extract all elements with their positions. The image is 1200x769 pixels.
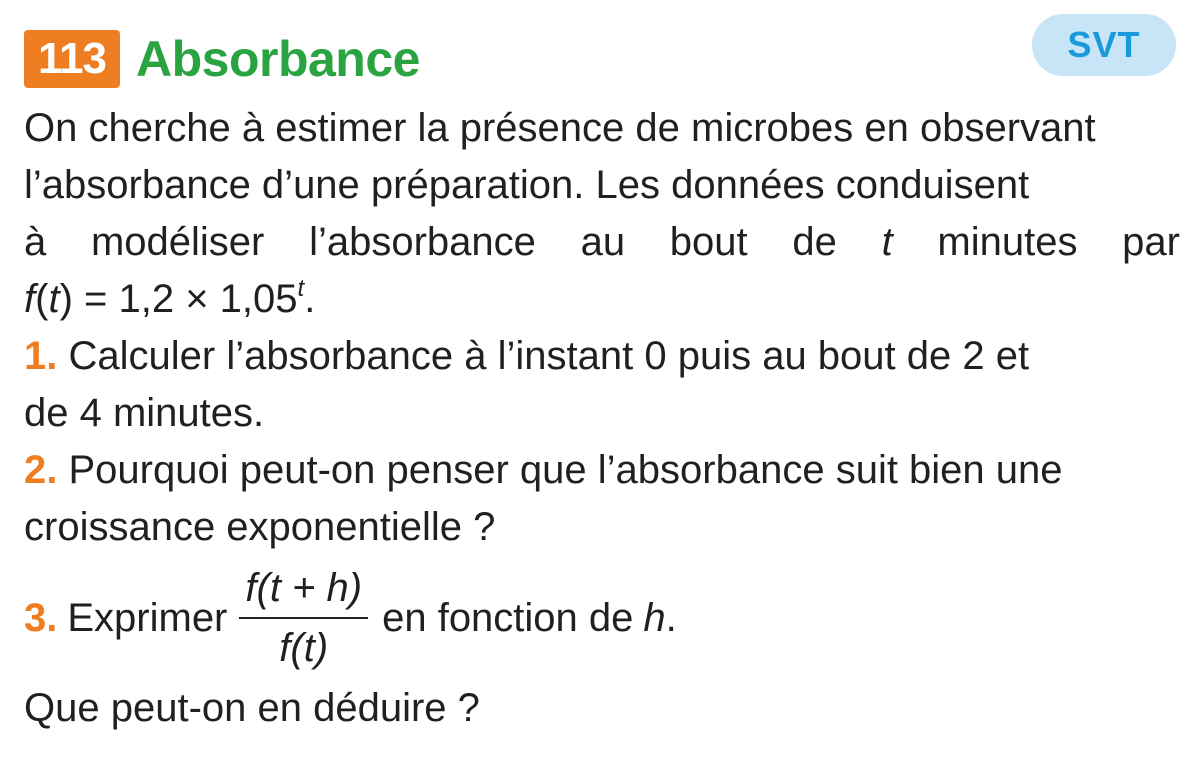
exercise-number: 113 (24, 30, 120, 88)
subject-tag: SVT (1032, 14, 1176, 76)
question-number: 3. (24, 595, 58, 640)
question-3-followup: Que peut-on en déduire ? (24, 686, 480, 730)
question-number: 2. (24, 448, 58, 492)
fraction-denominator: f(t) (279, 626, 329, 670)
variable-t: t (881, 220, 893, 264)
question-3: 3. Exprimer $\frac{f(t + h)}{f(t)}$ en fonction de h . Que peut-on en déduire ? (24, 556, 1180, 737)
question-1: 1. Calculer l’absorbance à l’instant 0 puis au bout de 2 et de 4 minutes. (24, 334, 1030, 435)
exercise-header (24, 28, 420, 90)
question-number: 1. (24, 334, 58, 378)
intro-line-1: On cherche à estimer la présence de microbes en observant (24, 106, 1096, 150)
model-formula: $f(t) = 1,2 \times 1,05^t$. (24, 275, 316, 321)
formula-exponent: t (297, 275, 305, 302)
fraction-bar (239, 617, 368, 619)
exercise-title: Absorbance (135, 31, 420, 87)
question-2: 2. Pourquoi peut-on penser que l’absorbance suit bien une croissance exponentielle ? (24, 448, 1063, 549)
exercise-body (24, 100, 1180, 737)
intro-line-2: l’absorbance d’une préparation. Les données conduisent (24, 163, 1030, 207)
intro-line-3: à modéliser l’absorbance au bout de t minutes par (24, 214, 1180, 271)
ratio-fraction (239, 563, 368, 673)
fraction-numerator: f(t + h) (245, 566, 363, 610)
intro-paragraph (24, 100, 1180, 328)
